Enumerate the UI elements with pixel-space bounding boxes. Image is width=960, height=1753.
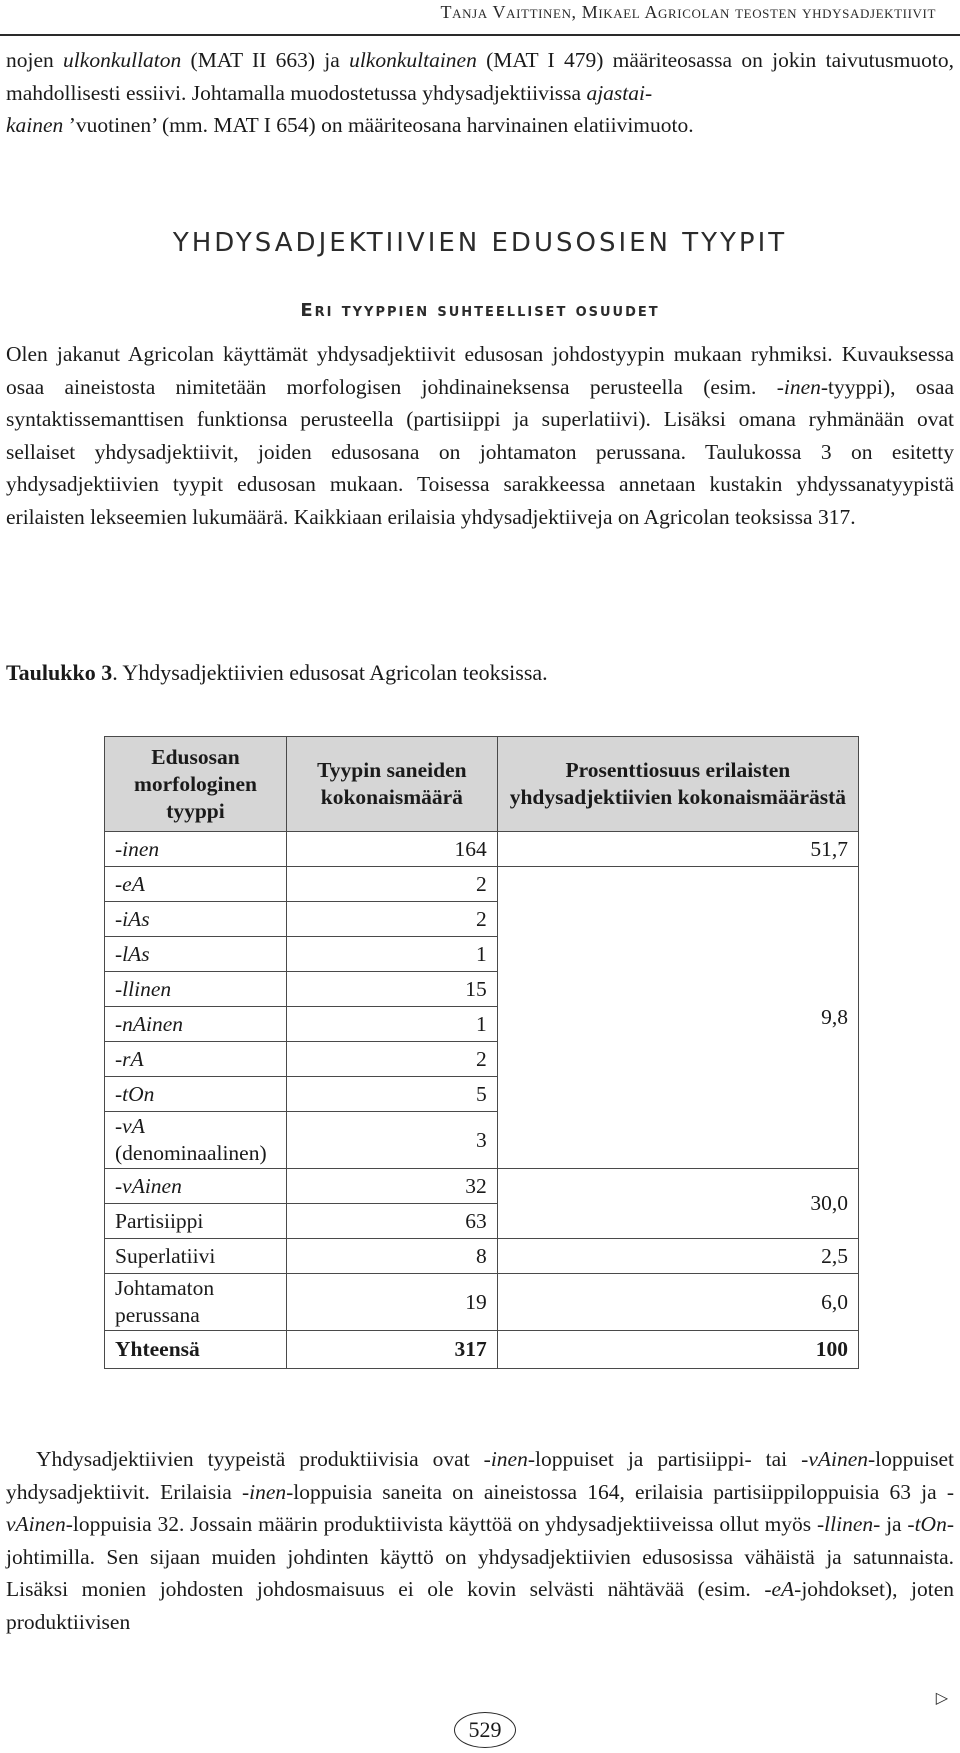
- count-cell: 3: [286, 1112, 497, 1169]
- table-row: [105, 832, 859, 867]
- body-paragraph-2: Yhdysadjektiivien tyypeistä produktiivisia ovat -inen-loppuiset ja partisiippi- tai -vAinen-loppuiset yhdysadjektiivit. Erilaisia -inen-loppuisia saneita on aineistossa 164, erilaisia partisiippiloppuisia 63 ja -vAinen-loppuisia 32. Jossain määrin produktiivista käyttöä on yhdysadjektiiveissa ollut myös -llinen- ja -tOn-johtimilla. Sen sijaan muiden johdinten käyttö on yhdysadjektiivien edusosissa vähäistä ja satunnaista. Lisäksi monien johdosten johdosmaisuus ei ole kovin selvästi nähtävää (esim. -eA-johdokset), joten produktiivisen: [6, 1447, 955, 1634]
- count-cell: 2: [286, 1042, 497, 1077]
- count-cell: 5: [286, 1077, 497, 1112]
- section-title: YHDYSADJEKTIIVIEN EDUSOSIEN TYYPIT: [172, 228, 788, 258]
- type-cell: -iAs: [115, 906, 150, 931]
- header-percent: Prosenttiosuus erilaisten yhdysadjektiivien kokonaismäärästä: [497, 737, 858, 832]
- count-cell: 1: [286, 937, 497, 972]
- count-cell: 2: [286, 867, 497, 902]
- percent-cell: 30,0: [497, 1169, 858, 1239]
- count-cell: 19: [286, 1274, 497, 1331]
- header-type: Edusosan morfologinen tyyppi: [105, 737, 287, 832]
- type-cell: Partisiippi: [105, 1204, 287, 1239]
- type-cell-rest: (denominaalinen): [115, 1141, 267, 1165]
- header-rule: [0, 34, 960, 36]
- type-cell: -nAinen: [115, 1011, 184, 1036]
- count-cell: 2: [286, 902, 497, 937]
- count-cell: 164: [286, 832, 497, 867]
- total-count: 317: [286, 1331, 497, 1369]
- body-paragraph-1: Olen jakanut Agricolan käyttämät yhdysadjektiivit edusosan johdostyypin mukaan ryhmiksi. Kuvauksessa osaa aineistosta nimitetään morfologisen johdinaineksensa perusteella (esim. -inen-tyyppi), osaa syntaktissemanttisen funktionsa perusteella (partisiippi ja superlatiivi). Lisäksi omana ryhmänään ovat sellaiset yhdysadjektiivit, joiden edusosana on johtamaton perussana. Taulukossa 3 on esitetty yhdysadjektiivien tyypit edusosan mukaan. Toisessa sarakkeessa annetaan kustakin yhdyssanatyypistä erilaisten lekseemien lukumäärä. Kaikkiaan erilaisia yhdysadjektiiveja on Agricolan teoksissa 317.: [6, 342, 955, 529]
- table-caption-text: . Yhdysadjektiivien edusosat Agricolan teoksissa.: [112, 660, 548, 685]
- count-cell: 8: [286, 1239, 497, 1274]
- running-header: Tanja Vaittinen, Mikael Agricolan teosten yhdysadjektiivit: [440, 2, 936, 22]
- total-percent: 100: [497, 1331, 858, 1369]
- total-label: Yhteensä: [105, 1331, 287, 1369]
- count-cell: 15: [286, 972, 497, 1007]
- percent-cell: 9,8: [497, 867, 858, 1169]
- type-cell: Johtamaton perussana: [105, 1274, 287, 1331]
- table-row: [105, 1274, 859, 1331]
- type-cell: Superlatiivi: [105, 1239, 287, 1274]
- header-count: Tyypin saneiden kokonaismäärä: [286, 737, 497, 832]
- percent-cell: 51,7: [497, 832, 858, 867]
- type-cell: -llinen: [115, 976, 172, 1001]
- type-cell: -lAs: [115, 941, 150, 966]
- table-header-row: [105, 737, 859, 832]
- type-cell: -inen: [115, 836, 160, 861]
- count-cell: 1: [286, 1007, 497, 1042]
- data-table: [104, 736, 859, 1369]
- count-cell: 63: [286, 1204, 497, 1239]
- subsection-title: Eri tyyppien suhteelliset osuudet: [300, 300, 660, 321]
- table-row: [105, 1169, 859, 1204]
- type-cell: -rA: [115, 1046, 144, 1071]
- count-cell: 32: [286, 1169, 497, 1204]
- page-number: 529: [454, 1712, 516, 1748]
- type-cell: -vA: [115, 1114, 145, 1138]
- percent-cell: 6,0: [497, 1274, 858, 1331]
- continue-arrow-icon: ▷: [935, 1690, 948, 1707]
- type-cell: -tOn: [115, 1081, 155, 1106]
- table-caption-label: Taulukko 3: [6, 660, 113, 685]
- percent-cell: 2,5: [497, 1239, 858, 1274]
- type-cell: -eA: [115, 871, 145, 896]
- table-caption: [6, 660, 548, 686]
- intro-paragraph: nojen ulkonkullaton (MAT II 663) ja ulkonkultainen (MAT I 479) määriteosassa on jokin taivutusmuoto, mahdollisesti essiivi. Johtamalla muodostetussa yhdysadjektiivissa ajastai- kainen ’vuotinen’ (mm. MAT I 654) on määriteosana harvinainen elatiivimuoto.: [6, 48, 954, 137]
- table-total-row: [105, 1331, 859, 1369]
- table-row: [105, 867, 859, 902]
- table-row: [105, 1239, 859, 1274]
- type-cell: -vAinen: [115, 1173, 182, 1198]
